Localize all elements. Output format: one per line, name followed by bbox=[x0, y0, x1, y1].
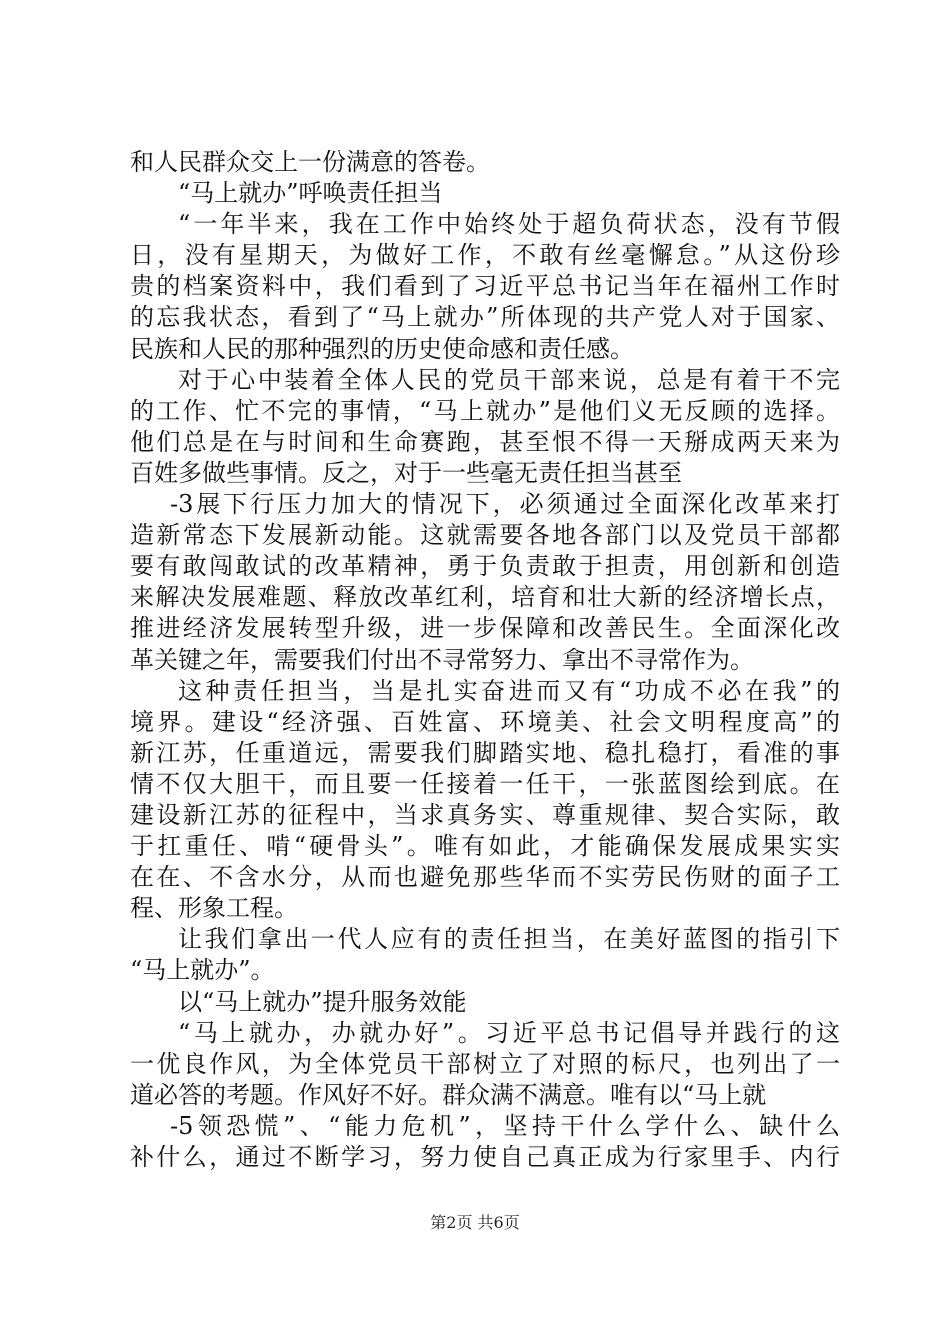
text-line: 境界。建设“经济强、百姓富、环境美、社会文明程度高”的 bbox=[130, 707, 840, 736]
text-line: 来解决发展难题、释放改革红利，培育和壮大新的经济增长点， bbox=[130, 583, 840, 612]
text-line: 造新常态下发展新动能。这就需要各地各部门以及党员干部都 bbox=[130, 521, 840, 550]
text-line: 道必答的考题。作风好不好。群众满不满意。唯有以“马上就 bbox=[130, 1080, 767, 1109]
text-line: 日，没有星期天，为做好工作，不敢有丝毫懈怠。”从这份珍 bbox=[130, 241, 840, 270]
text-line: 对于心中装着全体人民的党员干部来说，总是有着干不完 bbox=[178, 365, 840, 394]
text-line: “马上就办”。 bbox=[130, 956, 275, 985]
text-line: -3展下行压力加大的情况下，必须通过全面深化改革来打 bbox=[170, 490, 840, 519]
page-number-footer: 第2页 共6页 bbox=[430, 1213, 520, 1232]
section-heading: 以“马上就办”提升服务效能 bbox=[178, 987, 467, 1016]
text-line: 程、形象工程。 bbox=[130, 894, 298, 923]
text-line: 建设新江苏的征程中，当求真务实、尊重规律、契合实际，敢 bbox=[130, 800, 840, 829]
text-line: 新江苏，任重道远，需要我们脚踏实地、稳扎稳打，看准的事 bbox=[130, 738, 840, 767]
text-line: 贵的档案资料中，我们看到了习近平总书记当年在福州工作时 bbox=[130, 272, 840, 301]
text-line: 于扛重任、啃“硬骨头”。唯有如此，才能确保发展成果实实 bbox=[130, 832, 840, 861]
text-line: 推进经济发展转型升级，进一步保障和改善民生。全面深化改 bbox=[130, 614, 840, 643]
text-line: 和人民群众交上一份满意的答卷。 bbox=[130, 148, 490, 176]
text-line: 的忘我状态，看到了“马上就办”所体现的共产党人对于国家、 bbox=[130, 303, 840, 332]
text-line: 一优良作风，为全体党员干部树立了对照的标尺，也列出了一 bbox=[130, 1049, 840, 1078]
text-line: 让我们拿出一代人应有的责任担当，在美好蓝图的指引下 bbox=[178, 925, 840, 954]
text-line: 革关键之年，需要我们付出不寻常努力、拿出不寻常作为。 bbox=[130, 645, 754, 674]
text-line: 情不仅大胆干，而且要一任接着一任干，一张蓝图绘到底。在 bbox=[130, 769, 840, 798]
text-line: -5领恐慌”、“能力危机”，坚持干什么学什么、缺什么 bbox=[170, 1111, 840, 1140]
text-line: “一年半来，我在工作中始终处于超负荷状态，没有节假 bbox=[178, 210, 840, 239]
text-line: 这种责任担当，当是扎实奋进而又有“功成不必在我”的 bbox=[178, 676, 840, 705]
text-line: 民族和人民的那种强烈的历史使命感和责任感。 bbox=[130, 334, 634, 363]
text-line: 百姓多做些事情。反之，对于一些毫无责任担当甚至 bbox=[130, 458, 682, 487]
text-line: 补什么，通过不断学习，努力使自己真正成为行家里手、内行 bbox=[130, 1143, 840, 1171]
text-line: 的工作、忙不完的事情，“马上就办”是他们义无反顾的选择。 bbox=[130, 396, 840, 425]
section-heading: “马上就办”呼唤责任担当 bbox=[178, 179, 443, 208]
text-line: 他们总是在与时间和生命赛跑，甚至恨不得一天掰成两天来为 bbox=[130, 427, 840, 456]
text-line: “马上就办，办就办好”。习近平总书记倡导并践行的这 bbox=[178, 1018, 840, 1047]
document-body bbox=[130, 147, 840, 1173]
text-line: 要有敢闯敢试的改革精神，勇于负责敢于担责，用创新和创造 bbox=[130, 552, 840, 581]
text-line: 在在、不含水分，从而也避免那些华而不实劳民伤财的面子工 bbox=[130, 863, 840, 892]
